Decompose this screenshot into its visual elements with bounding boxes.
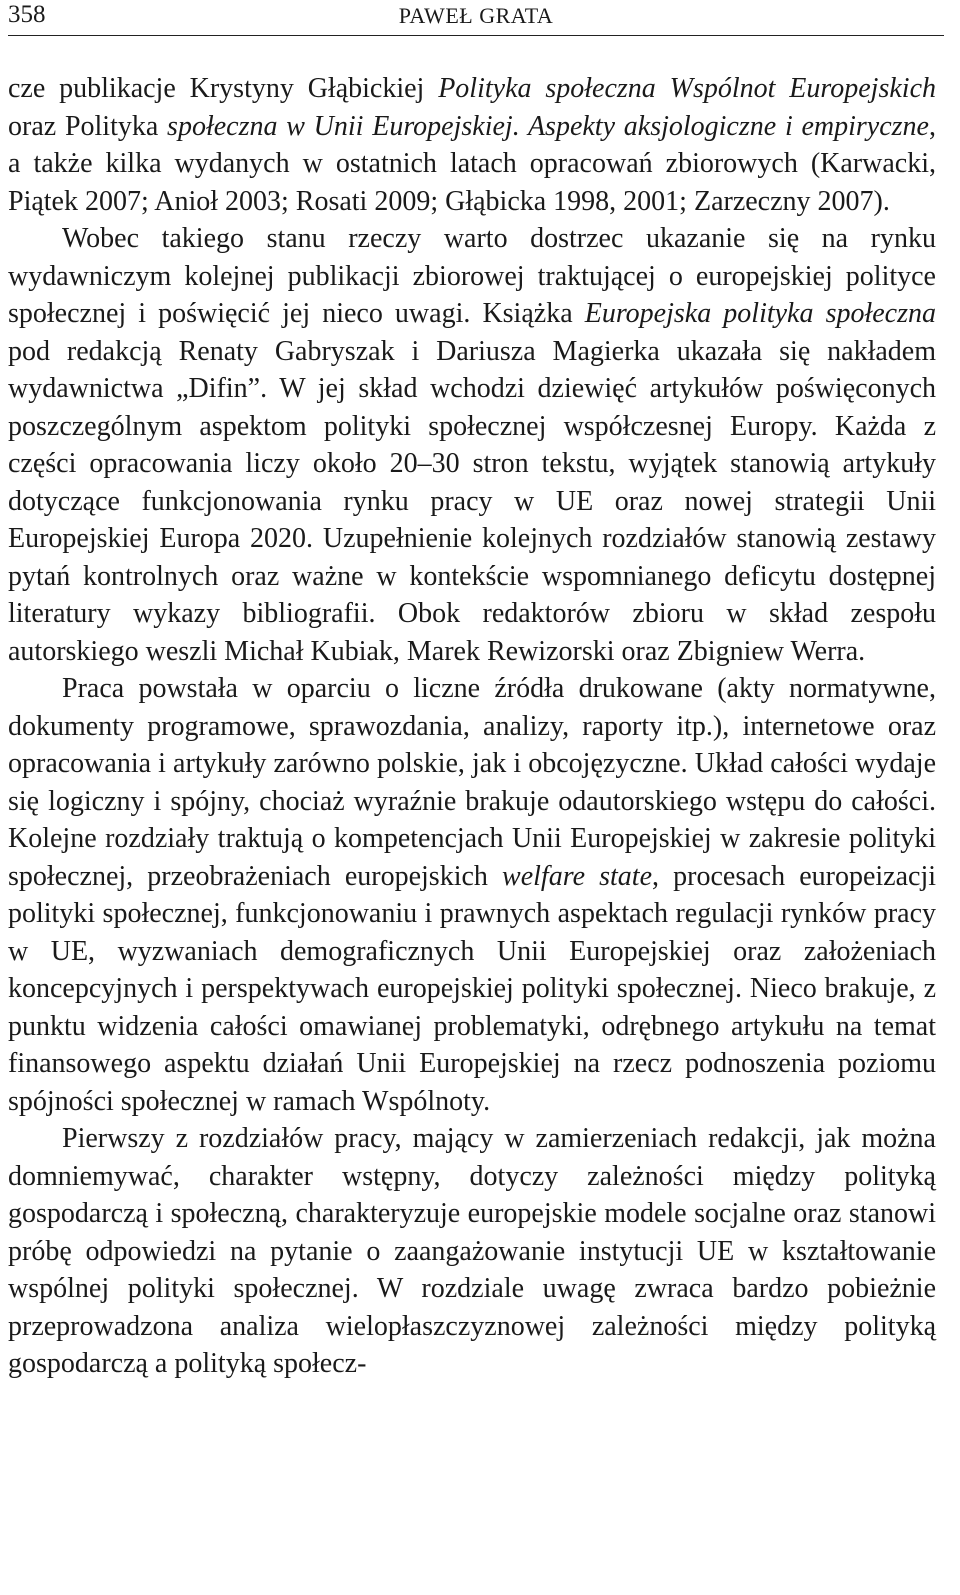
paragraph xyxy=(8,1120,936,1383)
italic-run: Polityka społeczna Wspólnot Europejskich xyxy=(438,73,936,104)
body-text xyxy=(8,70,936,1383)
paragraph xyxy=(8,670,936,1120)
text-run: , a także kilka wydanych w ostatnich latach opracowań zbiorowych (Karwacki, Piątek 2007; Anioł 2003; Rosati 2009; Głąbicka 1998, 2001; Zarzeczny 2007). xyxy=(8,110,936,217)
italic-run: społeczna w Unii Europejskiej. Aspekty aksjologiczne i empiryczne xyxy=(167,110,929,142)
page-number: 358 xyxy=(8,1,46,28)
italic-run: Europejska polityka społeczna xyxy=(584,298,936,329)
text-run: Pierwszy z rozdziałów pracy, mający w zamierzeniach redakcji, jak można domniemywać, charakter wstępny, dotyczy zależności między polityką gospodarczą i społeczną, charakteryzuje europejskie modele socjalne oraz stanowi próbę odpowiedzi na pytanie o zaangażowanie instytucji UE w kształtowanie wspólnej polityki społecznej. W rozdziale uwagę zwraca bardzo pobieżnie przeprowadzona analiza wielopłaszczyznowej zależności między polityką gospodarczą a polityką społecz- xyxy=(8,1123,936,1379)
header-rule xyxy=(8,35,944,36)
text-run: oraz Polityka xyxy=(8,110,168,142)
text-run: , procesach europeizacji polityki społecznej, funkcjonowaniu i prawnych aspektach regulacji rynków pracy w UE, wyzwaniach demograficznych Unii Europejskiej oraz założeniach koncepcyjnych i perspektywach europejskiej polityki społecznej. Nieco brakuje, z punktu widzenia całości omawianej problematyki, odrębnego artykułu na temat finansowego aspektu działań Unii Europejskiej na rzecz podnoszenia poziomu spójności społecznej w ramach Wspólnoty. xyxy=(8,860,937,1117)
italic-run: welfare state xyxy=(502,860,653,892)
paragraph xyxy=(8,220,936,670)
header-author: PAWEŁ GRATA xyxy=(398,3,554,28)
text-run: cze publikacje Krystyny Głąbickiej xyxy=(8,73,439,104)
text-run: Wobec takiego stanu rzeczy warto dostrzec ukazanie się na rynku wydawniczym kolejnej publikacji zbiorowej traktującej o europejskiej polityce społecznej i poświęcić jej nieco uwagi. Książka xyxy=(8,223,936,329)
text-run: Praca powstała w oparciu o liczne źródła drukowane (akty normatywne, dokumenty programowe, sprawozdania, analizy, raporty itp.), internetowe oraz opracowania i artykuły zarówno polskie, jak i obcojęzyczne. Układ całości wydaje się logiczny i spójny, chociaż wyraźnie brakuje odautorskiego wstępu do całości. Kolejne rozdziały traktują o kompetencjach Unii Europejskiej w zakresie polityki społecznej, przeobrażeniach europejskich xyxy=(8,673,936,892)
running-head xyxy=(8,0,944,30)
paragraph xyxy=(8,70,936,220)
text-run: pod redakcją Renaty Gabryszak i Dariusza Magierka ukazała się nakładem wydawnictwa „Difin”. W jej skład wchodzi dziewięć artykułów poświęconych poszczególnym aspektom polityki społecznej współczesnej Europy. Każda z części opracowania liczy około 20–30 stron tekstu, wyjątek stanowią artykuły dotyczące funkcjonowania rynku pracy w UE oraz nowej strategii Unii Europejskiej Europa 2020. Uzupełnienie kolejnych rozdziałów stanowią zestawy pytań kontrolnych oraz ważne w kontekście wspomnianego deficytu dostępnej literatury wykazy bibliografii. Obok redaktorów zbioru w skład zespołu autorskiego weszli Michał Kubiak, Marek Rewizorski oraz Zbigniew Werra. xyxy=(8,335,936,667)
